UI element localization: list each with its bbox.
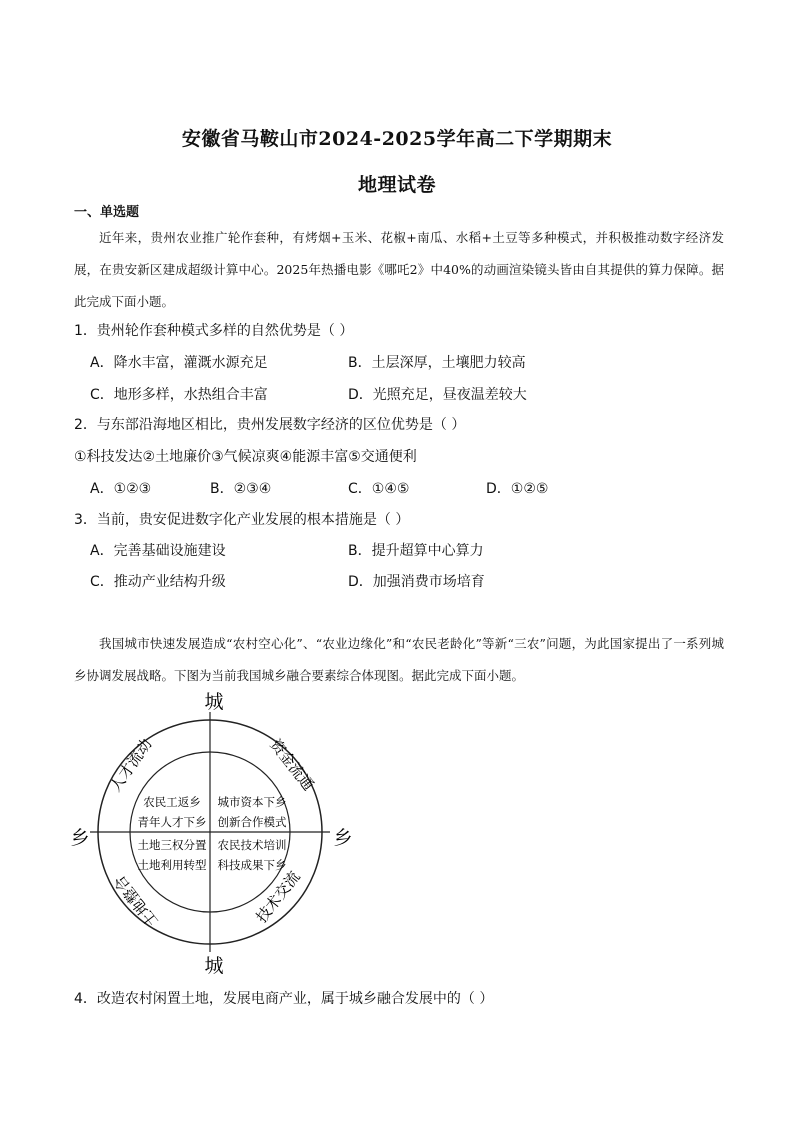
quadrant-tr-line2: 创新合作模式: [217, 815, 287, 829]
passage-2: [74, 628, 724, 692]
ring-label-top-right: 资金流通: [266, 735, 318, 795]
quadrant-br-line1: 农民技术培训: [217, 838, 287, 852]
question-2-option-a[interactable]: A．①②③: [90, 481, 152, 497]
question-2-items: ①科技发达②土地廉价③气候凉爽④能源丰富⑤交通便利: [74, 449, 417, 465]
question-3-stem: 3．当前，贵安促进数字化产业发展的根本措施是（ ）: [74, 512, 410, 528]
passage-2-text: 我国城市快速发展造成“农村空心化”、“农业边缘化”和“农民老龄化”等新“三农”问题，为此国家提出了一系列城乡协调发展战略。下图为当前我国城乡融合要素综合体现图。据此完成下面小题。: [74, 636, 724, 683]
section-heading: 一、单选题: [74, 205, 140, 220]
quadrant-tr-line1: 城市资本下乡: [217, 795, 287, 809]
exam-title-line2: 地理试卷: [357, 174, 436, 196]
question-1-stem: 1．贵州轮作套种模式多样的自然优势是（ ）: [74, 323, 354, 339]
question-3-option-d[interactable]: D．加强消费市场培育: [348, 574, 485, 590]
quadrant-bl-line2: 土地利用转型: [137, 858, 207, 872]
question-3-option-a[interactable]: A．完善基础设施建设: [90, 543, 226, 559]
urban-rural-integration-diagram: [60, 688, 360, 978]
diagram-label-top: 城: [204, 691, 224, 713]
question-1-option-d[interactable]: D．光照充足，昼夜温差较大: [348, 387, 527, 403]
quadrant-tl-line1: 农民工返乡: [143, 795, 201, 809]
question-4-stem: 4．改造农村闲置土地，发展电商产业，属于城乡融合发展中的（ ）: [74, 991, 494, 1007]
question-2-stem: 2．与东部沿海地区相比，贵州发展数字经济的区位优势是（ ）: [74, 417, 466, 433]
question-2-option-c[interactable]: C．①④⑤: [348, 481, 410, 497]
quadrant-bl-line1: 土地三权分置: [137, 838, 207, 852]
question-1-option-a[interactable]: A．降水丰富，灌溉水源充足: [90, 355, 268, 371]
question-3-option-c[interactable]: C．推动产业结构升级: [90, 574, 226, 590]
passage-1: [74, 222, 724, 318]
diagram-label-left: 乡: [70, 827, 90, 849]
diagram-label-bottom: 城: [204, 955, 224, 977]
question-1-option-c[interactable]: C．地形多样，水热组合丰富: [90, 387, 268, 403]
question-2-option-d[interactable]: D．①②⑤: [486, 481, 549, 497]
question-3-option-b[interactable]: B．提升超算中心算力: [348, 543, 484, 559]
question-2-option-b[interactable]: B．②③④: [210, 481, 272, 497]
exam-title-line1: 安徽省马鞍山市2024-2025学年高二下学期期末: [181, 128, 613, 150]
passage-1-text: 近年来，贵州农业推广轮作套种，有烤烟+玉米、花椒+南瓜、水稻+土豆等多种模式，并积极推动数字经济发展，在贵安新区建成超级计算中心。2025年热播电影《哪吒2》中40%的动画渲染镜头皆由自其提供的算力保障。据此完成下面小题。: [74, 230, 724, 309]
question-1-option-b[interactable]: B．土层深厚，土壤肥力较高: [348, 355, 526, 371]
ring-label-bottom-left: 土地整合: [110, 871, 162, 931]
ring-label-bottom-right: 技术交流: [252, 867, 304, 927]
ring-label-top-left: 人才流动: [106, 735, 156, 795]
quadrant-tl-line2: 青年人才下乡: [137, 815, 207, 829]
quadrant-br-line2: 科技成果下乡: [217, 858, 287, 872]
diagram-label-right: 乡: [333, 827, 353, 849]
